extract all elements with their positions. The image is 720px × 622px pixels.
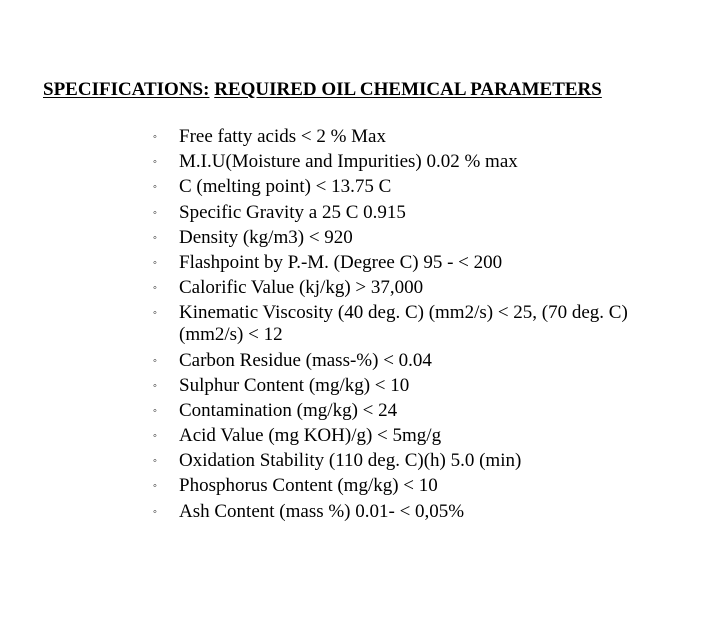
- circle-bullet-icon: ◦: [153, 282, 157, 295]
- circle-bullet-icon: ◦: [153, 131, 157, 143]
- circle-bullet-icon: ◦: [153, 206, 157, 219]
- spec-list-item: [150, 302, 680, 346]
- spec-text: Contamination (mg/kg) < 24: [179, 399, 398, 421]
- circle-bullet-icon: ◦: [153, 181, 157, 194]
- spec-list-item: [150, 176, 680, 198]
- spec-list-item: [150, 400, 680, 422]
- spec-list-item: [150, 350, 680, 372]
- spec-list-item: [150, 425, 680, 447]
- spec-text: Carbon Residue (mass-%) < 0.04: [179, 349, 432, 371]
- circle-bullet-icon: ◦: [153, 231, 157, 244]
- spec-text: Acid Value (mg KOH)/g) < 5mg/g: [179, 425, 442, 447]
- heading-required-oil-parameters: REQUIRED OIL CHEMICAL PARAMETERS: [214, 79, 602, 100]
- spec-text: Ash Content (mass %) 0.01- < 0,05%: [179, 500, 465, 522]
- spec-text: Free fatty acids < 2 % Max: [179, 126, 386, 147]
- circle-bullet-icon: ◦: [153, 480, 157, 493]
- spec-text: Calorific Value (kj/kg) > 37,000: [179, 277, 424, 299]
- spec-list-item: [150, 475, 680, 497]
- spec-text: Oxidation Stability (110 deg. C)(h) 5.0 (min): [179, 450, 522, 472]
- spec-text: C (melting point) < 13.75 C: [179, 176, 392, 198]
- document-heading: [43, 79, 602, 101]
- spec-list-item: [150, 252, 680, 274]
- spec-text: Flashpoint by P.-M. (Degree C) 95 - < 200: [179, 251, 503, 273]
- spec-list-item: [150, 227, 680, 249]
- circle-bullet-icon: ◦: [153, 256, 157, 269]
- circle-bullet-icon: ◦: [153, 430, 157, 443]
- circle-bullet-icon: ◦: [153, 354, 157, 367]
- spec-list-item: [150, 375, 680, 397]
- spec-text: Kinematic Viscosity (40 deg. C) (mm2/s) < 25, (70 deg. C) (mm2/s) < 12: [179, 302, 628, 346]
- spec-text: Sulphur Content (mg/kg) < 10: [179, 374, 410, 396]
- spec-list-item: [150, 501, 680, 523]
- spec-text: Specific Gravity a 25 C 0.915: [179, 201, 406, 223]
- circle-bullet-icon: ◦: [153, 307, 157, 320]
- spec-list-item: [150, 450, 680, 472]
- spec-text: Phosphorus Content (mg/kg) < 10: [179, 475, 438, 497]
- circle-bullet-icon: ◦: [153, 404, 157, 417]
- circle-bullet-icon: ◦: [153, 379, 157, 392]
- circle-bullet-icon: ◦: [153, 505, 157, 518]
- spec-text: M.I.U(Moisture and Impurities) 0.02 % max: [179, 151, 518, 173]
- spec-text: Density (kg/m3) < 920: [179, 226, 353, 248]
- spec-list-item: [150, 126, 680, 148]
- circle-bullet-icon: ◦: [153, 455, 157, 468]
- circle-bullet-icon: ◦: [153, 156, 157, 169]
- spec-list-item: [150, 151, 680, 173]
- heading-specifications: SPECIFICATIONS:: [43, 79, 210, 100]
- spec-list-item: [150, 277, 680, 299]
- spec-list-item: [150, 202, 680, 224]
- specifications-list: [150, 126, 680, 526]
